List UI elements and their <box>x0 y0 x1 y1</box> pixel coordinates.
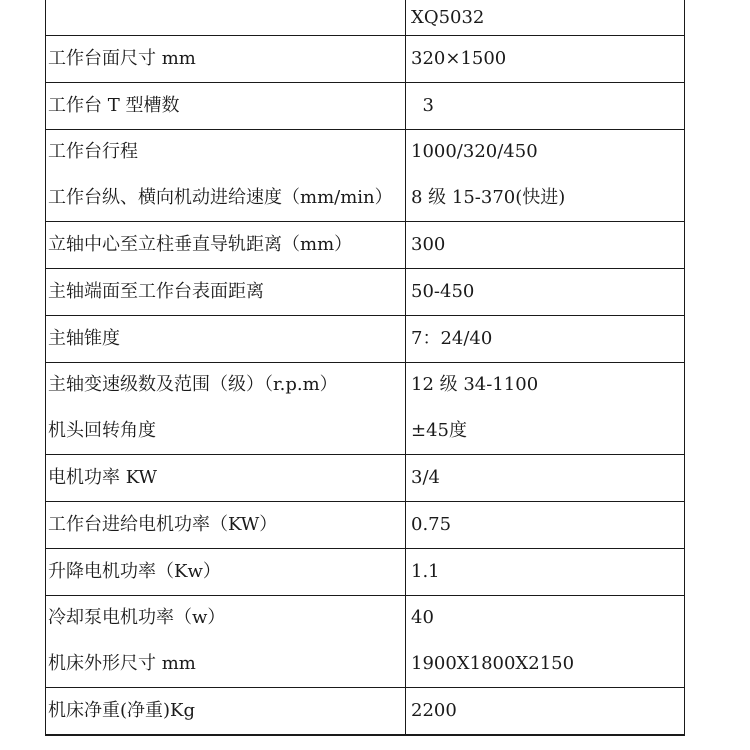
table-row <box>46 222 685 269</box>
spec-label: 主轴锥度 <box>46 315 406 362</box>
table-row <box>46 595 685 641</box>
spec-value: 1000/320/450 <box>406 129 685 175</box>
spec-value: 3 <box>406 82 685 129</box>
spec-value: 12 级 34-1100 <box>406 362 685 408</box>
spec-value: ±45度 <box>406 408 685 454</box>
table-row <box>46 408 685 454</box>
spec-value: 1900X1800X2150 <box>406 641 685 687</box>
spec-label: 电机功率 KW <box>46 455 406 502</box>
model-cell: XQ5032 <box>406 0 685 36</box>
spec-value: 3/4 <box>406 455 685 502</box>
spec-label: 机床外形尺寸 mm <box>46 641 406 687</box>
spec-label: 工作台 T 型槽数 <box>46 82 406 129</box>
table-row <box>46 82 685 129</box>
spec-value: 320×1500 <box>406 36 685 83</box>
table-row <box>46 688 685 735</box>
spec-label: 升降电机功率（Kw） <box>46 548 406 595</box>
spec-value: 1.1 <box>406 548 685 595</box>
header-label-cell <box>46 0 406 36</box>
spec-label: 工作台纵、横向机动进给速度（mm/min） <box>46 175 406 221</box>
spec-value: 2200 <box>406 688 685 735</box>
table-row <box>46 548 685 595</box>
spec-label: 工作台行程 <box>46 129 406 175</box>
spec-value: 8 级 15-370(快进) <box>406 175 685 221</box>
spec-table <box>45 0 685 736</box>
spec-label: 冷却泵电机功率（w） <box>46 595 406 641</box>
table-row-header <box>46 0 685 36</box>
spec-label: 工作台面尺寸 mm <box>46 36 406 83</box>
spec-value: 300 <box>406 222 685 269</box>
table-row <box>46 268 685 315</box>
table-row <box>46 641 685 687</box>
spec-label: 机床净重(净重)Kg <box>46 688 406 735</box>
spec-label: 工作台进给电机功率（KW） <box>46 501 406 548</box>
table-row <box>46 501 685 548</box>
table-row <box>46 455 685 502</box>
spec-label: 机头回转角度 <box>46 408 406 454</box>
table-row <box>46 36 685 83</box>
spec-label: 主轴端面至工作台表面距离 <box>46 268 406 315</box>
spec-value: 40 <box>406 595 685 641</box>
spec-value: 50-450 <box>406 268 685 315</box>
table-row <box>46 175 685 221</box>
table-row <box>46 315 685 362</box>
spec-value: 0.75 <box>406 501 685 548</box>
spec-label: 立轴中心至立柱垂直导轨距离（mm） <box>46 222 406 269</box>
spec-value: 7：24/40 <box>406 315 685 362</box>
table-row <box>46 129 685 175</box>
spec-label: 主轴变速级数及范围（级）（r.p.m） <box>46 362 406 408</box>
table-row <box>46 362 685 408</box>
